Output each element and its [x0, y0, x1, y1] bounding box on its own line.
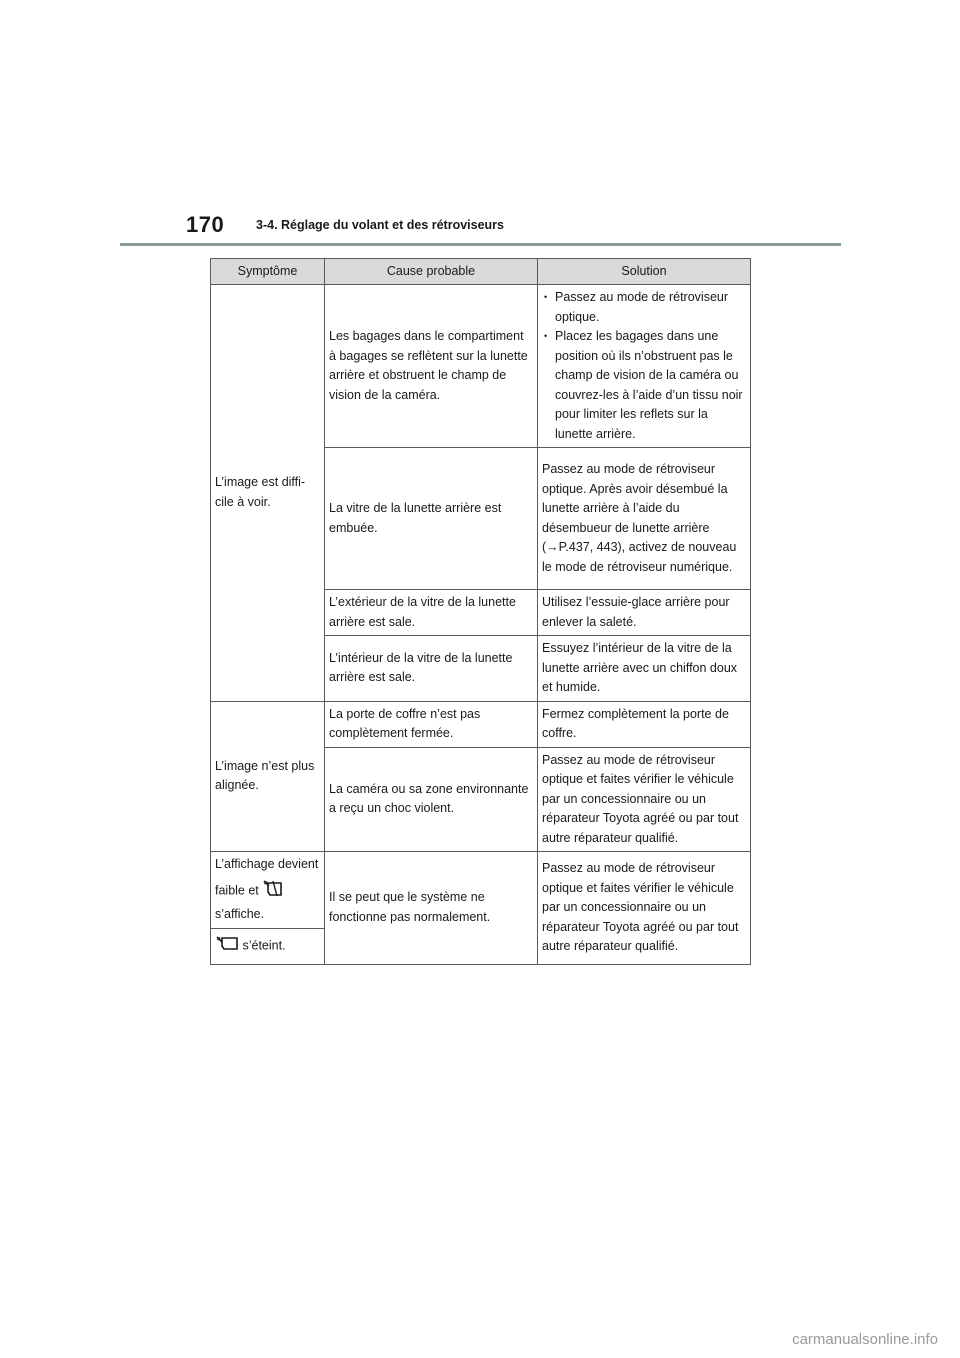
table-row: [211, 701, 751, 747]
header-solution: Solution: [538, 259, 751, 285]
mirror-slash-icon: [262, 879, 284, 904]
symptom-cell: [211, 852, 325, 929]
symptom-line: L’affichage devient: [215, 857, 319, 871]
watermark: carmanualsonline.info: [792, 1331, 938, 1348]
symptom-cell: L’image est diffi-cile à voir.: [211, 285, 325, 702]
list-item: • Placez les bagages dans une position où ils n’obstruent pas le champ de vision de la caméra ou couvrez-les à l’aide d’un tissu noir pour limiter les reflets sur la lunette arrière.: [542, 327, 746, 444]
cause-cell: La porte de coffre n’est pas complètement fermée.: [325, 701, 538, 747]
cause-cell: La caméra ou sa zone environnante a reçu un choc violent.: [325, 747, 538, 852]
symptom-text: s’éteint.: [242, 938, 286, 953]
table-row: [211, 852, 751, 929]
symptom-line: s’affiche.: [215, 907, 265, 921]
cause-cell: L’extérieur de la vitre de la lunette arrière est sale.: [325, 590, 538, 636]
troubleshooting-table: [210, 258, 751, 965]
solution-cell: Utilisez l’essuie-glace arrière pour enlever la saleté.: [538, 590, 751, 636]
solution-cell: Passez au mode de rétroviseur optique et faites vérifier le véhicule par un concessionnaire ou un réparateur Toyota agréé ou par tout autre réparateur qualifié.: [538, 852, 751, 965]
solution-cell: Passez au mode de rétroviseur optique. Après avoir désembué la lunette arrière à l’aide du désembueur de lunette arrière (→P.437, 443), activez de nouveau le mode de rétroviseur numérique.: [538, 448, 751, 590]
symptom-cell: L’image n’est plus alignée.: [211, 701, 325, 852]
header-cause: Cause probable: [325, 259, 538, 285]
cause-cell: La vitre de la lunette arrière est embuée.: [325, 448, 538, 590]
cause-cell: Il se peut que le système ne fonctionne pas normalement.: [325, 852, 538, 965]
header-divider: [120, 243, 841, 246]
table-row: [211, 285, 751, 448]
section-title: 3-4. Réglage du volant et des rétroviseurs: [256, 218, 504, 232]
page-number: 170: [186, 212, 225, 237]
symptom-text: faible et: [215, 883, 259, 898]
solution-list: [542, 288, 746, 444]
cause-cell: L’intérieur de la vitre de la lunette arrière est sale.: [325, 636, 538, 702]
list-item: • Passez au mode de rétroviseur optique.: [542, 288, 746, 327]
header-symptom: Symptôme: [211, 259, 325, 285]
symptom-line: [215, 879, 320, 904]
solution-cell: [538, 285, 751, 448]
cause-cell: Les bagages dans le compartiment à bagages se reflètent sur la lunette arrière et obstruent le champ de vision de la caméra.: [325, 285, 538, 448]
mirror-icon: [215, 935, 239, 958]
solution-cell: Fermez complètement la porte de coffre.: [538, 701, 751, 747]
solution-cell: Passez au mode de rétroviseur optique et faites vérifier le véhicule par un concessionnaire ou un réparateur Toyota agréé ou par tout autre réparateur qualifié.: [538, 747, 751, 852]
solution-cell: Essuyez l’intérieur de la vitre de la lunette arrière avec un chiffon doux et humide.: [538, 636, 751, 702]
table-header-row: [211, 259, 751, 285]
symptom-cell: [211, 928, 325, 964]
